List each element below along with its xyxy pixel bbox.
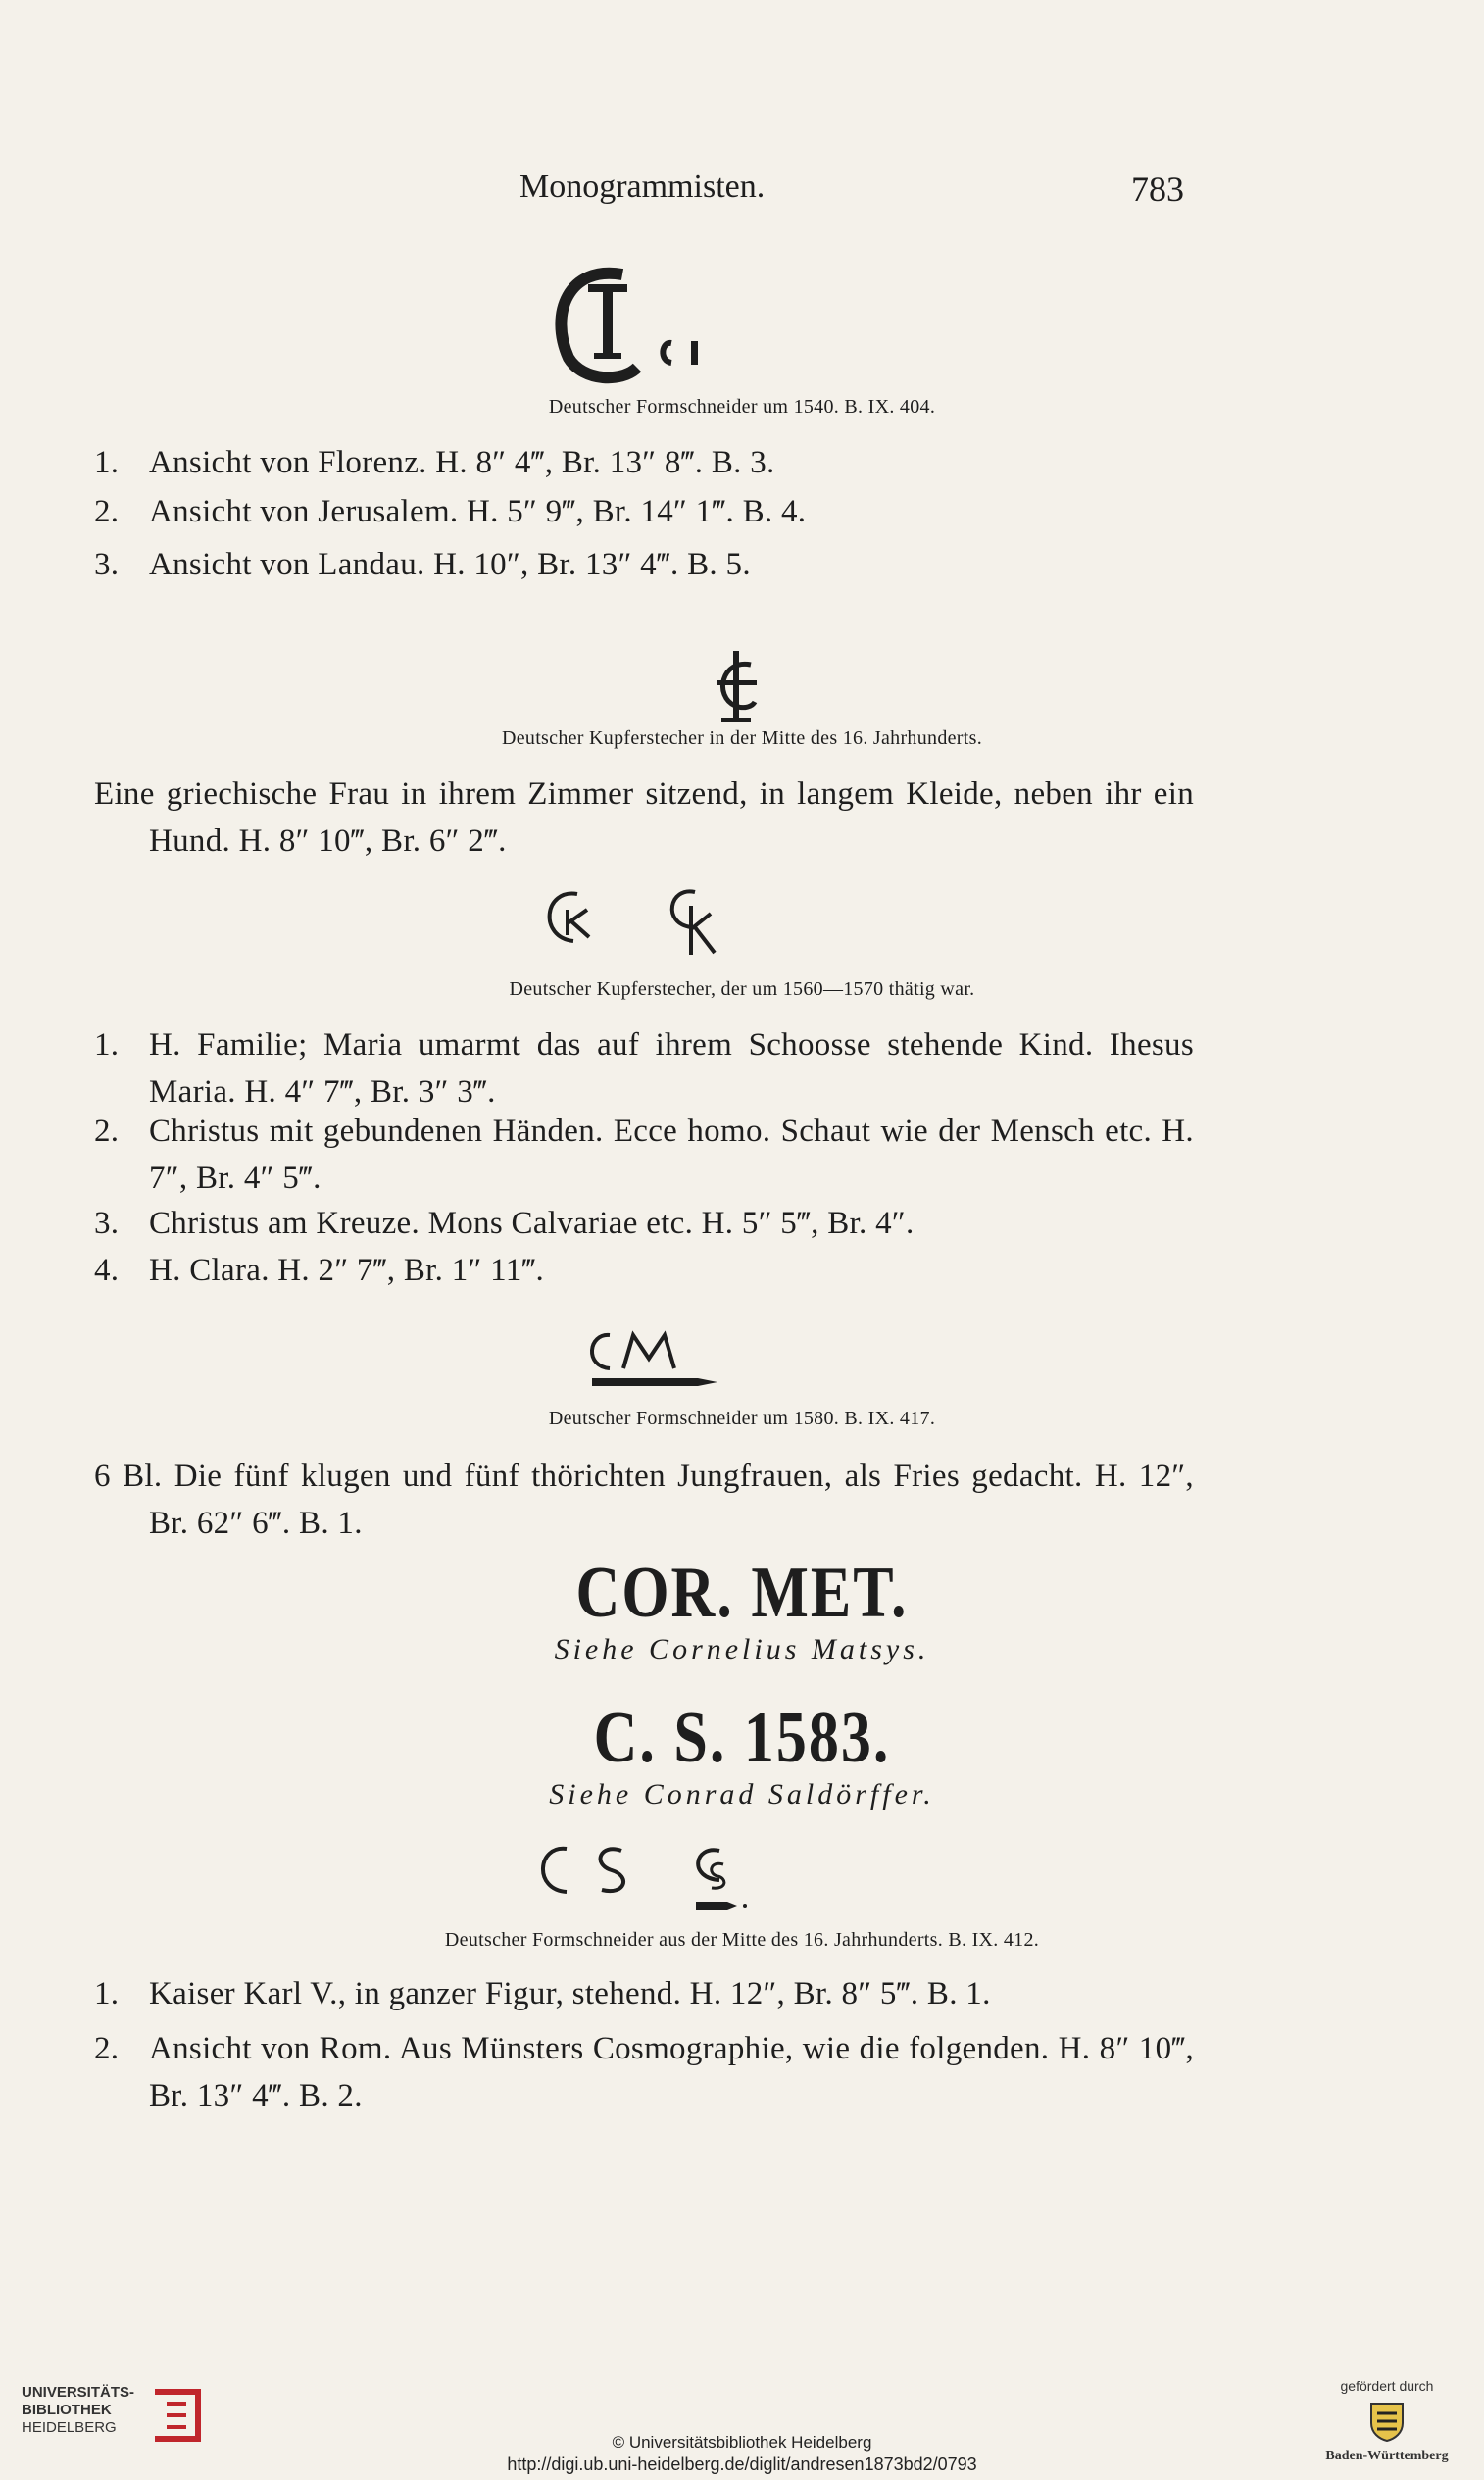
heading-cs-1583: C. S. 1583. (593, 1698, 891, 1778)
entry-ck-4 (94, 1247, 1194, 1294)
funder-name: Baden-Württemberg (1325, 2449, 1449, 2463)
entry-text: Ansicht von Landau. H. 10″, Br. 13″ 4‴. B. 5. (149, 547, 751, 582)
heading-cor-met: COR. MET. (575, 1553, 909, 1633)
monogram-ct-mark (529, 245, 725, 392)
entry-number: 4. (94, 1253, 120, 1288)
library-logo-icon (145, 2384, 208, 2447)
caption-cs: Deutscher Formschneider aus der Mitte des 16. Jahrhunderts. B. IX. 412. (444, 1929, 1040, 1951)
entry-number: 1. (94, 1976, 120, 2011)
monogram-cm-mark (580, 1325, 727, 1394)
running-title: Monogrammisten. (519, 169, 766, 205)
monogram-cs-mark (527, 1835, 763, 1923)
caption-ck: Deutscher Kupferstecher, der um 1560—1570 thätig war. (509, 978, 975, 1000)
page-number: 783 (1131, 170, 1184, 209)
entry-text: 6 Bl. Die fünf klugen und fünf thörichten Jungfrauen, als Fries gedacht. H. 12″, Br. 62″ 6‴. B. 1. (94, 1459, 1194, 1541)
entry-cs-2 (94, 2025, 1194, 2119)
library-name-line1: UNIVERSITÄTS- (22, 2384, 135, 2401)
entry-ct-2 (94, 488, 1194, 535)
caption-c: Deutscher Kupferstecher in der Mitte des 16. Jahrhunderts. (501, 727, 983, 749)
entry-number: 2. (94, 1114, 120, 1149)
entry-ct-3 (94, 541, 1194, 588)
entry-number: 1. (94, 1027, 120, 1063)
entry-ck-2 (94, 1108, 1194, 1202)
entry-number: 3. (94, 1206, 120, 1241)
library-name-line3: HEIDELBERG (22, 2419, 117, 2436)
reference-cs-1583: Siehe Conrad Saldörffer. (549, 1778, 935, 1810)
library-name-line2: BIBLIOTHEK (22, 2402, 112, 2418)
entry-ck-1 (94, 1021, 1194, 1116)
source-url-link[interactable]: http://digi.ub.uni-heidelberg.de/diglit/andresen1873bd2/0793 (507, 2455, 977, 2474)
entry-text: Ansicht von Rom. Aus Münsters Cosmographie, wie die folgenden. H. 8″ 10‴, Br. 13″ 4‴. B. 2. (149, 2031, 1194, 2113)
entry-number: 2. (94, 494, 120, 529)
entry-text: Christus am Kreuze. Mons Calvariae etc. H. 5″ 5‴, Br. 4″. (149, 1206, 915, 1241)
entry-number: 3. (94, 547, 120, 582)
monogram-ck-mark (534, 880, 730, 959)
monogram-c-mark (708, 647, 767, 725)
funder-block (1313, 2378, 1460, 2464)
entry-text: Ansicht von Florenz. H. 8″ 4‴, Br. 13″ 8‴. B. 3. (149, 445, 775, 480)
caption-cm: Deutscher Formschneider um 1580. B. IX. 417. (548, 1408, 936, 1429)
entry-text: Christus mit gebundenen Händen. Ecce homo. Schaut wie der Mensch etc. H. 7″, Br. 4″ 5‴. (149, 1114, 1194, 1196)
coat-of-arms-icon (1367, 2400, 1407, 2443)
entry-cm-1 (94, 1453, 1194, 1547)
entry-text: Kaiser Karl V., in ganzer Figur, stehend. H. 12″, Br. 8″ 5‴. B. 1. (149, 1976, 991, 2011)
entry-text: H. Familie; Maria umarmt das auf ihrem Schoosse stehende Kind. Ihesus Maria. H. 4″ 7‴, Br. 3″ 3‴. (149, 1027, 1194, 1110)
entry-c-1 (94, 770, 1194, 865)
funded-by-label: gefördert durch (1340, 2378, 1434, 2394)
caption-ct: Deutscher Formschneider um 1540. B. IX. 404. (548, 396, 936, 418)
entry-text: Eine griechische Frau in ihrem Zimmer sitzend, in langem Kleide, neben ihr ein Hund. H. 8″ 10‴, Br. 6″ 2‴. (94, 776, 1194, 859)
entry-text: Ansicht von Jerusalem. H. 5″ 9‴, Br. 14″ 1‴. B. 4. (149, 494, 807, 529)
copyright-notice: © Universitätsbibliothek Heidelberg (612, 2433, 872, 2452)
entry-cs-1 (94, 1970, 1194, 2017)
entry-ct-1 (94, 439, 1194, 486)
entry-number: 1. (94, 445, 120, 480)
entry-text: H. Clara. H. 2″ 7‴, Br. 1″ 11‴. (149, 1253, 545, 1288)
entry-ck-3 (94, 1200, 1194, 1247)
entry-number: 2. (94, 2031, 120, 2066)
reference-cor-met: Siehe Cornelius Matsys. (554, 1633, 930, 1665)
